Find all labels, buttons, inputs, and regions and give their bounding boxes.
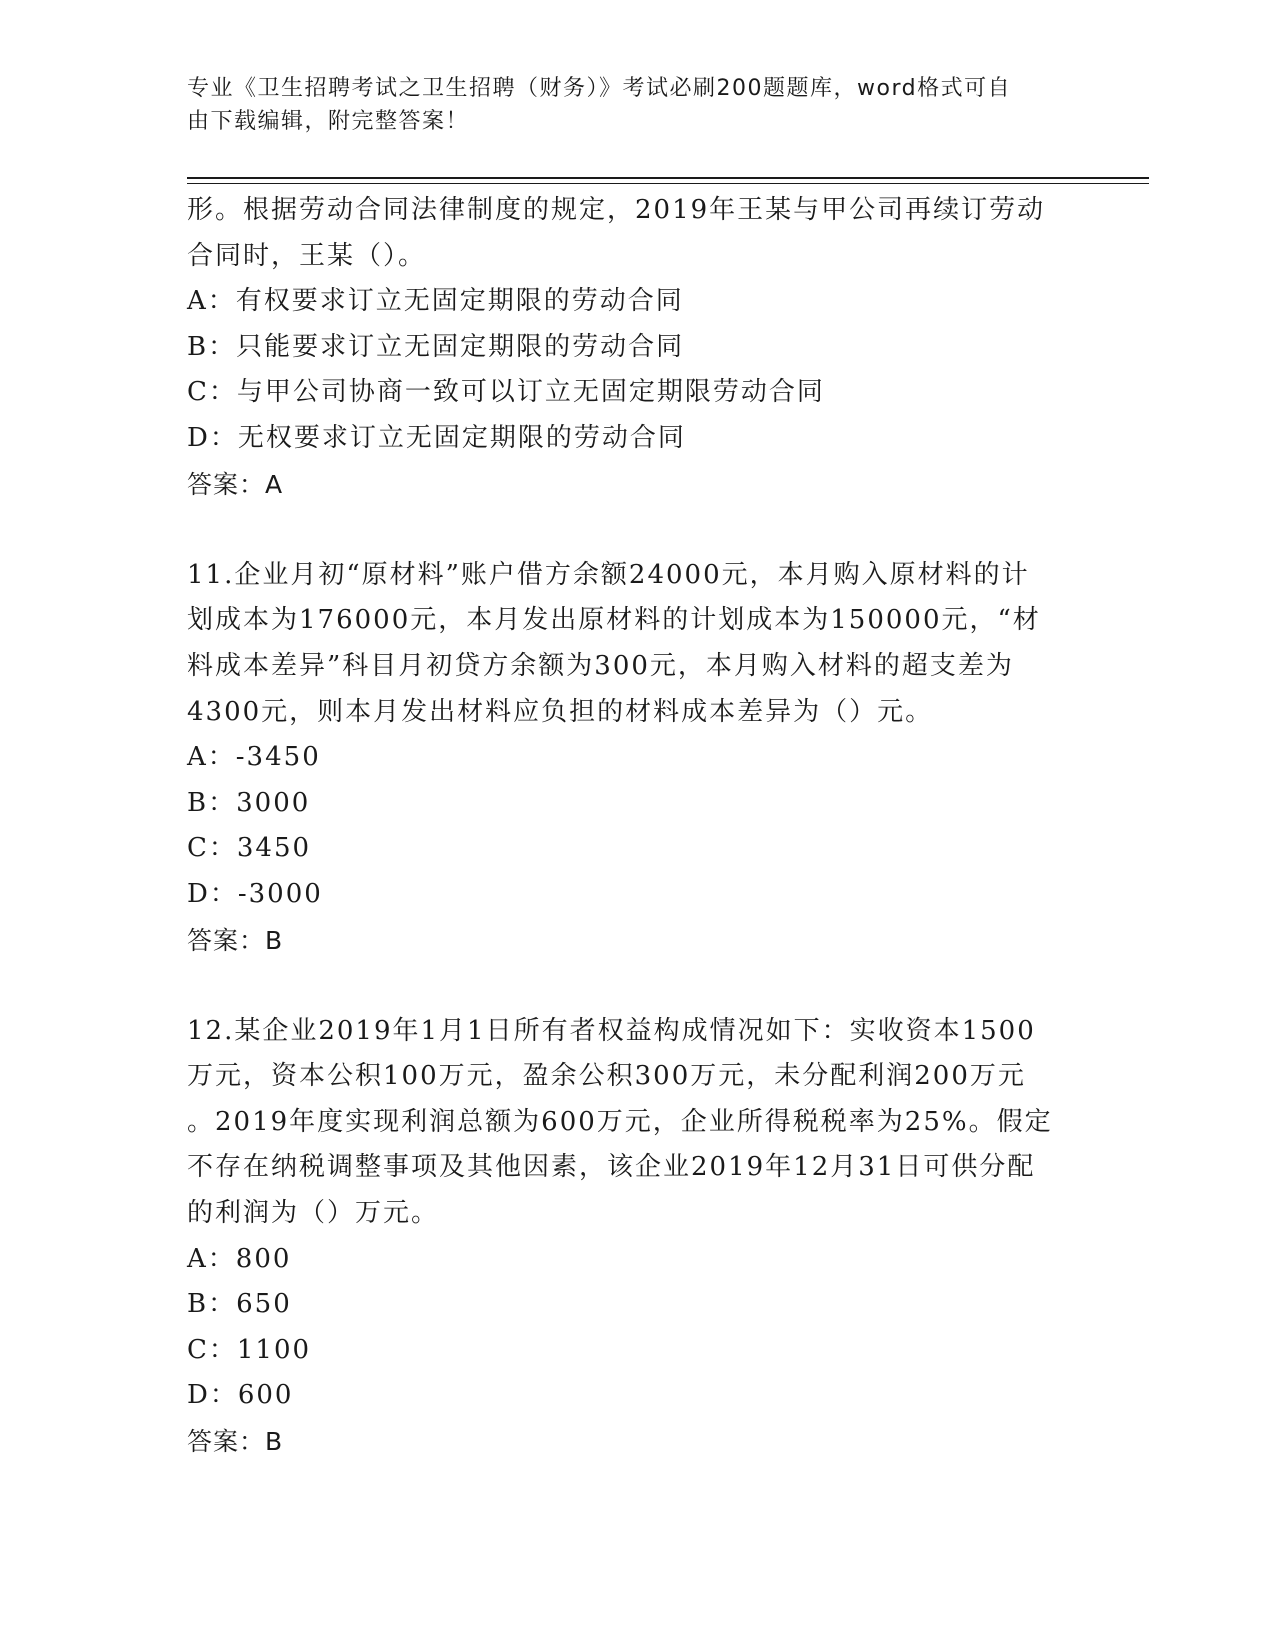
question-12-option-c: C：1100	[187, 1334, 312, 1365]
question-12-stem-line-5: 的利润为（）万元。	[187, 1198, 440, 1229]
question-11-option-c: C：3450	[187, 833, 312, 864]
question-10	[187, 188, 1067, 507]
question-10-stem-line-2: 合同时，王某（）。	[187, 240, 427, 271]
question-10-stem-line-1: 形。根据劳动合同法律制度的规定，2019年王某与甲公司再续订劳动	[187, 195, 1046, 225]
question-12-option-b: B：650	[187, 1289, 292, 1320]
header-line-1: 专业《卫生招聘考试之卫生招聘（财务）》考试必刷200题题库，word格式可自	[187, 76, 1012, 101]
question-12-stem-line-1: 12.某企业2019年1月1日所有者权益构成情况如下：实收资本1500	[187, 1015, 1036, 1046]
question-10-answer: 答案：A	[187, 469, 284, 499]
question-10-option-d: D：无权要求订立无固定期限的劳动合同	[187, 422, 686, 453]
question-spacer	[187, 963, 1067, 1009]
question-10-option-a: A：有权要求订立无固定期限的劳动合同	[187, 286, 684, 317]
header-line-2: 由下载编辑，附完整答案！	[187, 109, 470, 134]
question-12-stem-line-4: 不存在纳税调整事项及其他因素，该企业2019年12月31日可供分配	[187, 1152, 1036, 1183]
question-11-stem-line-1: 11.企业月初“原材料”账户借方余额24000元，本月购入原材料的计	[187, 559, 1030, 590]
question-12-stem-line-3: 。2019年度实现利润总额为600万元，企业所得税税率为25%。假定	[187, 1106, 1053, 1137]
header-divider-thick	[187, 177, 1149, 179]
document-body	[187, 188, 1067, 1465]
question-12-answer: 答案：B	[187, 1427, 284, 1457]
document-header	[187, 72, 1067, 138]
question-12-stem-line-2: 万元，资本公积100万元，盈余公积300万元，未分配利润200万元	[187, 1061, 1026, 1092]
question-11-option-d: D：-3000	[187, 878, 323, 909]
question-12	[187, 1009, 1067, 1465]
question-11-option-a: A：-3450	[187, 742, 321, 773]
question-11	[187, 553, 1067, 963]
question-spacer	[187, 507, 1067, 553]
question-10-option-b: B：只能要求订立无固定期限的劳动合同	[187, 331, 685, 362]
question-11-stem-line-4: 4300元，则本月发出材料应负担的材料成本差异为（）元。	[187, 696, 934, 727]
question-12-option-a: A：800	[187, 1243, 292, 1274]
question-10-option-c: C：与甲公司协商一致可以订立无固定期限劳动合同	[187, 377, 825, 408]
question-12-option-d: D：600	[187, 1380, 294, 1411]
question-11-answer: 答案：B	[187, 925, 284, 955]
question-11-stem-line-2: 划成本为176000元，本月发出原材料的计划成本为150000元，“材	[187, 605, 1041, 636]
question-11-option-b: B：3000	[187, 787, 311, 818]
header-divider-thin	[187, 183, 1149, 184]
question-11-stem-line-3: 料成本差异”科目月初贷方余额为300元，本月购入材料的超支差为	[187, 650, 1014, 681]
